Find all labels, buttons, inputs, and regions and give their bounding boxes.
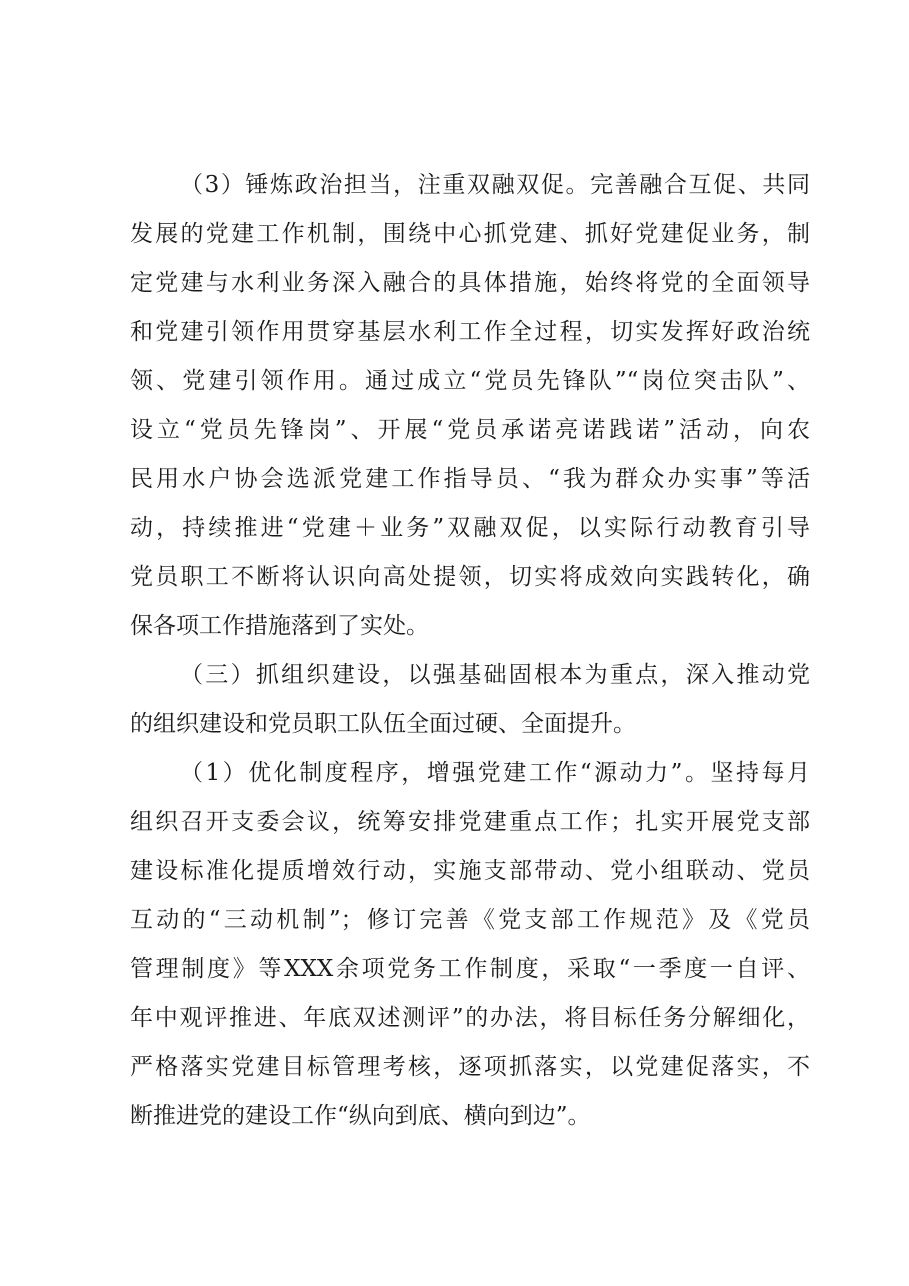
paragraph-1-line-3: 定党建与水利业务深入融合的具体措施，始终将党的全面领导 (130, 270, 810, 296)
paragraph-3-line-8: 断推进党的建设工作“纵向到底、横向到边”。 (130, 1103, 591, 1129)
paragraph-3-line-7: 严格落实党建目标管理考核，逐项抓落实，以党建促落实，不 (130, 1054, 810, 1080)
paragraph-2-line-1: （三）抓组织建设，以强基础固根本为重点，深入推动党 (180, 662, 810, 688)
paragraph-3-line-5: 管理制度》等XXX余项党务工作制度，采取“一季度一自评、 (130, 956, 810, 982)
paragraph-1-line-2: 发展的党建工作机制，围绕中心抓党建、抓好党建促业务，制 (130, 221, 810, 247)
paragraph-1-line-7: 民用水户协会选派党建工作指导员、“我为群众办实事”等活 (130, 466, 810, 492)
paragraph-1-line-1: （3）锤炼政治担当，注重双融双促。完善融合互促、共同 (180, 172, 810, 198)
paragraph-2-line-2: 的组织建设和党员职工队伍全面过硬、全面提升。 (130, 711, 636, 737)
paragraph-1-line-8: 动，持续推进“党建＋业务”双融双促，以实际行动教育引导 (130, 515, 810, 541)
paragraph-3-line-6: 年中观评推进、年底双述测评”的办法，将目标任务分解细化， (130, 1005, 810, 1031)
paragraph-3-line-2: 组织召开支委会议，统筹安排党建重点工作；扎实开展党支部 (130, 809, 810, 835)
paragraph-3-line-1: （1）优化制度程序，增强党建工作“源动力”。坚持每月 (180, 760, 810, 786)
paragraph-1-line-10: 保各项工作措施落到了实处。 (130, 613, 429, 639)
paragraph-3-line-3: 建设标准化提质增效行动，实施支部带动、党小组联动、党员 (130, 858, 810, 884)
paragraph-1-line-6: 设立“党员先锋岗”、开展“党员承诺亮诺践诺”活动，向农 (130, 417, 810, 443)
paragraph-1-line-9: 党员职工不断将认识向高处提领，切实将成效向实践转化，确 (130, 564, 810, 590)
paragraph-1-line-4: 和党建引领作用贯穿基层水利工作全过程，切实发挥好政治统 (130, 319, 810, 345)
paragraph-3-line-4: 互动的“三动机制”；修订完善《党支部工作规范》及《党员 (130, 907, 810, 933)
paragraph-1-line-5: 领、党建引领作用。通过成立“党员先锋队”“岗位突击队”、 (130, 368, 810, 394)
